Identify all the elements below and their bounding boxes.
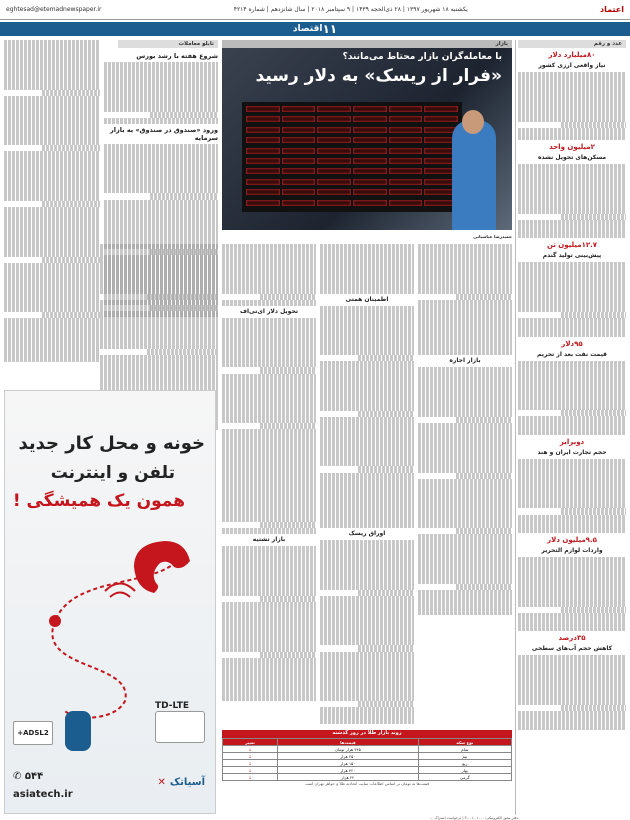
right-column <box>518 40 626 818</box>
table-cell: نیم <box>418 753 511 760</box>
table-cell: ↓ <box>223 774 278 781</box>
mascot-icon <box>65 711 91 751</box>
table-row <box>223 767 512 774</box>
main-text-col-3 <box>222 244 316 714</box>
stat-title: نیاز واقعی ارزی کشور <box>538 62 606 69</box>
subhead: بازار اجاره <box>449 357 481 365</box>
lead-photo <box>222 40 512 230</box>
table-cell: ۱۵۰ هزار <box>278 760 419 767</box>
text-line <box>518 330 626 336</box>
table-cell: تمام <box>418 746 511 753</box>
ad-line-2: تلفن و اینترنت <box>50 463 175 483</box>
headline-question: با معامله‌گران بازار محتاط می‌مانند؟ <box>342 52 502 62</box>
main-text-col-2 <box>320 244 414 724</box>
section-title: اقتصاد <box>292 24 323 34</box>
text-line <box>4 356 100 362</box>
table-cell: ۲۲ هزار <box>278 774 419 781</box>
text-line <box>104 118 218 124</box>
table-cell: ↓ <box>223 760 278 767</box>
left-strip: تابلو معاملات <box>118 40 218 48</box>
adsl-badge: ADSL2+ <box>13 721 53 745</box>
text-line <box>320 522 414 528</box>
ad-line-3: همون یک همیشگی ! <box>12 491 185 511</box>
asiatech-ad[interactable] <box>4 390 216 814</box>
left-column-text <box>104 50 218 430</box>
gold-table-note: قیمت‌ها به تومان بر اساس اطلاعات سایت اتحادیه طلا و جواهر تهران است <box>304 781 430 786</box>
text-line <box>418 349 512 355</box>
column-divider <box>515 40 516 815</box>
ad-line-1: خونه و محل کار جدید <box>18 433 205 454</box>
stat-title: کاهش حجم آب‌های سطحی <box>531 645 613 653</box>
text-line <box>418 609 512 615</box>
left-title-1: شروع هفته با رشد بورس <box>136 52 218 60</box>
main-strip: بازار <box>222 40 512 48</box>
gold-table-box <box>222 730 512 815</box>
ad-url[interactable]: asiatech.ir <box>13 789 73 800</box>
table-cell: بهار <box>418 767 511 774</box>
newspaper-logo: اعتماد <box>600 5 624 14</box>
exchange-board <box>242 102 462 212</box>
ad-brand: آسیاتک ✕ <box>157 777 205 788</box>
subhead: تحویل دلار ای‌تی‌اف <box>239 307 299 315</box>
right-column-text <box>518 48 626 730</box>
table-cell: ↓ <box>223 753 278 760</box>
text-line <box>518 625 626 631</box>
footer-line: دفتر مجوز الکترونیکی: ۰۱۰۰۰-۰۰۱-۴ | درخواست اشتراک ... <box>430 816 518 820</box>
table-row <box>223 746 512 753</box>
table-cell: ۴۴۵ هزار تومان <box>278 746 419 753</box>
stat-kicker: ۱۲.۷میلیون تن <box>546 241 598 250</box>
text-line <box>518 429 626 435</box>
ad-phone: ✆ ۵۴۴ <box>13 771 44 782</box>
stat-title: حجم تجارت ایران و هند <box>537 448 607 456</box>
stat-kicker: دوبرابر <box>559 437 585 446</box>
text-line <box>518 723 626 729</box>
table-cell: گرمی <box>418 774 511 781</box>
page-number: ۱۱ <box>322 22 338 36</box>
stat-title: قیمت نفت بعد از تحریم <box>537 350 607 358</box>
text-line <box>518 232 626 238</box>
stat-kicker: ۳۵درصد <box>558 634 586 643</box>
table-cell: ↓ <box>223 767 278 774</box>
stat-kicker: ۸۰میلیارد دلار <box>548 51 596 59</box>
modem-icon <box>155 711 205 743</box>
table-cell: ربع <box>418 760 511 767</box>
left-outer-text <box>4 40 100 380</box>
subhead: اوراق ریسک <box>348 530 386 538</box>
table-header: نوع سکه <box>418 739 511 746</box>
subhead: اطمینان همتی <box>345 295 389 303</box>
text-line <box>320 720 414 724</box>
text-line <box>222 695 316 701</box>
author-byline <box>222 234 512 242</box>
table-header: قیمت‌ها <box>278 739 419 746</box>
table-row <box>223 774 512 781</box>
section-bar <box>0 22 630 36</box>
headline: «فرار از ریسک» به دلار رسید <box>255 66 502 86</box>
table-header: تغییر <box>223 739 278 746</box>
main-text-col-1 <box>418 244 512 724</box>
date-line: یکشنبه ۱۸ شهریور ۱۳۹۷ | ۲۸ ذی‌الحجه ۱۴۳۹ | ۹ سپتامبر ۲۰۱۸ | سال شانزدهم | شماره ۴۲۱۴ <box>233 6 468 13</box>
stat-kicker: ۹.۵میلیون دلار <box>547 536 597 545</box>
right-strip: عدد و رقم <box>518 40 626 48</box>
stat-kicker: ۲میلیون واحد <box>549 143 595 152</box>
stat-title: مسکن‌های تحویل نشده <box>537 154 607 162</box>
email-address: eghtesad@etemadnewspaper.ir <box>6 6 102 13</box>
table-row <box>223 753 512 760</box>
text-line <box>518 134 626 140</box>
stat-title: واردات لوازم التحریر <box>541 547 603 555</box>
stat-kicker: ۹۵دلار <box>561 339 583 348</box>
subhead: بازار تشتیه <box>252 536 286 544</box>
text-line <box>320 287 414 293</box>
gold-table-title: روند بازار طلا در روز گذشته <box>222 730 512 738</box>
phone-icon: ✆ <box>13 771 22 782</box>
brand-logo-icon: ✕ <box>157 777 166 788</box>
author-name: حمیدرضا عباسیانی <box>473 234 512 239</box>
man-figure <box>452 120 496 230</box>
table-cell: ۴۲۰ هزار <box>278 767 419 774</box>
table-row <box>223 760 512 767</box>
td-lte-badge: TD-LTE <box>155 701 190 711</box>
text-line <box>104 311 218 317</box>
gold-table <box>222 738 512 781</box>
man-head <box>462 110 484 134</box>
text-line <box>222 300 316 306</box>
stat-title: پیش‌بینی تولید گندم <box>542 252 602 260</box>
text-line <box>222 528 316 534</box>
masthead-bar <box>0 0 630 20</box>
text-line <box>518 527 626 533</box>
table-cell: ۲۵۰ هزار <box>278 753 419 760</box>
left-title-2: ورود «صندوق در صندوق» به بازار سرمایه <box>109 125 218 142</box>
table-cell: ↓ <box>223 746 278 753</box>
